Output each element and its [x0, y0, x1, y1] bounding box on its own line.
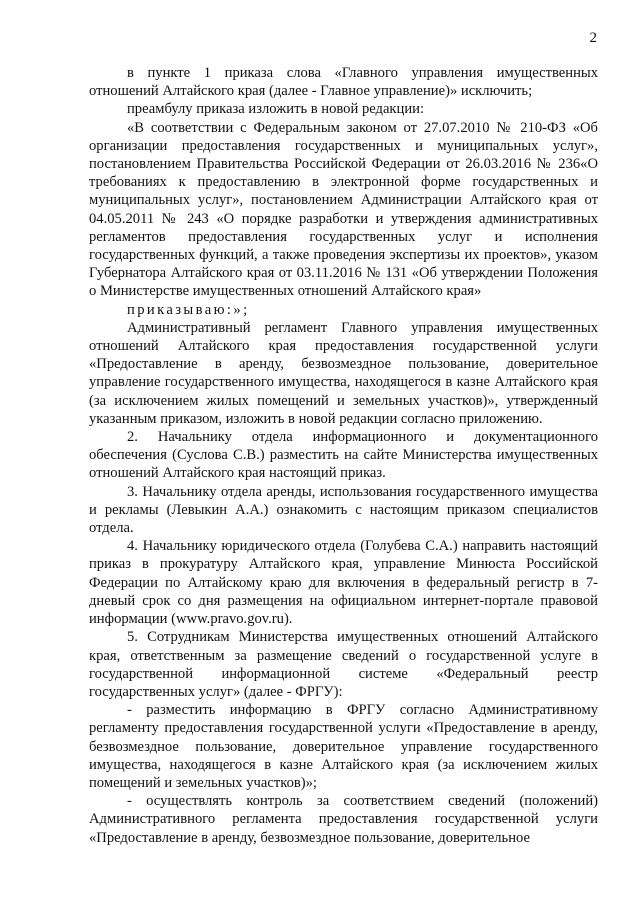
- paragraph-preamble-intro: преамбулу приказа изложить в новой редакции:: [127, 101, 424, 118]
- paragraph-title-amendment: в пункте 1 приказа слова «Главного управления имущественных отношений Алтайского края (далее - Главное управление)» исключить;: [89, 65, 598, 100]
- paragraph-item-3: 3. Начальнику отдела аренды, использования государственного имущества и рекламы (Левыкин А.А.) ознакомить с настоящим приказом специалистов отдела.: [89, 483, 598, 537]
- paragraph-item-2: 2. Начальнику отдела информационного и документационного обеспечения (Суслова С.В.) разместить на сайте Министерства имущественных отношений Алтайского края настоящий приказ.: [89, 429, 598, 482]
- paragraph-item-4: 4. Начальнику юридического отдела (Голубева С.А.) направить настоящий приказ в прокуратуру Алтайского края, управление Минюста Российской Федерации по Алтайскому краю для включения в федеральный регистр в 7-дневый срок со дня размещения на официальном интернет-портале правовой информации (www.pravo.gov.ru).: [89, 538, 598, 628]
- document-body: [89, 64, 598, 847]
- page-number: 2: [589, 30, 597, 46]
- paragraph-order-word: приказываю:»;: [127, 301, 250, 318]
- paragraph-item-5: 5. Сотрудникам Министерства имущественных отношений Алтайского края, ответственным за размещение сведений о государственной услуге в государственной информационной системе «Федеральный реестр государственных услуг» (далее - ФРГУ):: [89, 629, 598, 700]
- paragraph-regulation: Административный регламент Главного управления имущественных отношений Алтайского края предоставления государственной услуги «Предоставление в аренду, безвозмездное пользование, доверительное управление государственного имущества, находящегося в казне Алтайского края (за исключением жилых помещений и земельных участков)», утвержденный указанным приказом, изложить в новой редакции согласно приложению.: [89, 319, 598, 427]
- paragraph-item-5-bullet-2: - осуществлять контроль за соответствием сведений (положений) Административного регламента предоставления государственной услуги «Предоставление в аренду, безвозмездное пользование, доверительное: [89, 793, 598, 846]
- paragraph-preamble-text: «В соответствии с Федеральным законом от 27.07.2010 № 210-ФЗ «Об организации предоставления государственных и муниципальных услуг», постановлением Правительства Российской Федерации от 26.03.2016 № 236«О требованиях к предоставлению в электронной форме государственных и муниципальных услуг», постановлением Администрации Алтайского края от 04.05.2011 № 243 «О порядке разработки и утверждения административных регламентов предоставления государственных услуг и исполнения государственных функций, а также проведения экспертизы их проектов», указом Губернатора Алтайского края от 03.11.2016 № 131 «Об утверждении Положения о Министерстве имущественных отношений Алтайского края»: [89, 119, 598, 300]
- paragraph-item-5-bullet-1: - разместить информацию в ФРГУ согласно Административному регламенту предоставления государственной услуги «Предоставление в аренду, безвозмездное пользование, доверительное управление государственного имущества, находящегося в казне Алтайского края (за исключением жилых помещений и земельных участков)»;: [89, 702, 598, 791]
